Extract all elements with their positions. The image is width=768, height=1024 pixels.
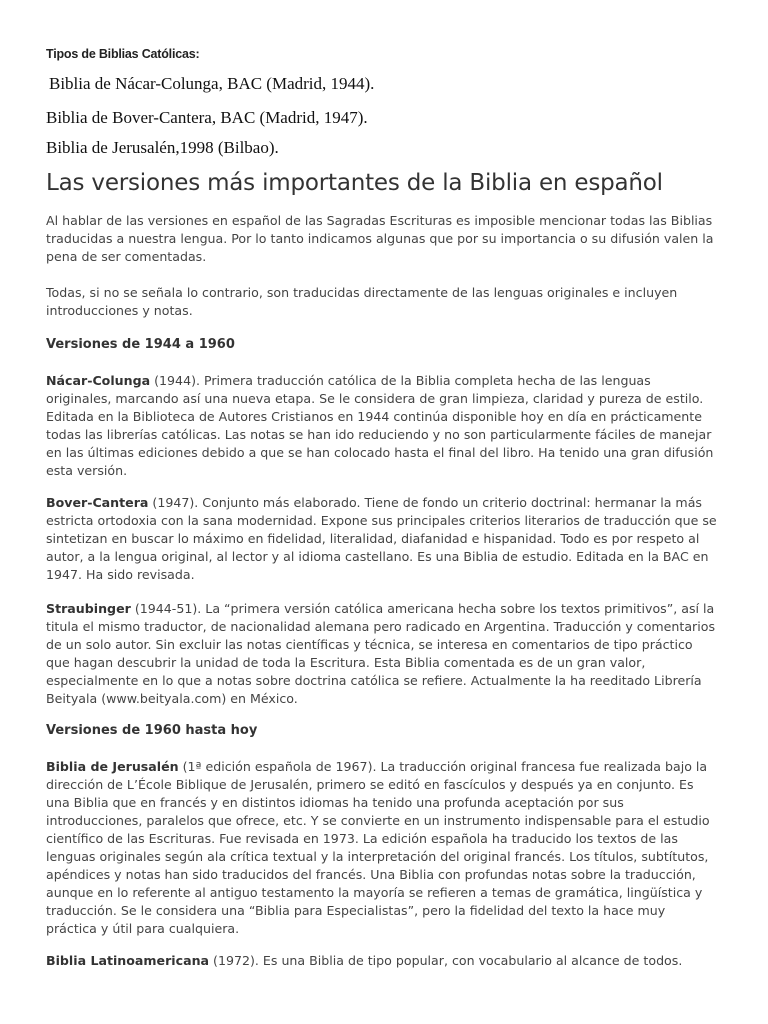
bible-list-item: Biblia de Nácar-Colunga, BAC (Madrid, 1944). xyxy=(49,74,375,93)
entry-name: Straubinger xyxy=(46,601,131,616)
entry-paragraph xyxy=(46,372,718,480)
entry-paragraph xyxy=(46,494,718,584)
entry-text: (1944). Primera traducción católica de la Biblia completa hecha de las lenguas originales, marcando así una nueva etapa. Se le considera de gran limpieza, claridad y pureza de estilo. Editada en la Biblioteca de Autores Cristianos en 1944 continúa disponible hoy en día en prácticamente todas las librerías católicas. Las notas se han ido reduciendo y no son particularmente fáciles de manejar en las últimas ediciones debido a que se han colocado hasta el final del libro. Ha tenido una gran difusión esta versión. xyxy=(46,373,714,478)
bible-list-item: Biblia de Jerusalén,1998 (Bilbao). xyxy=(46,138,279,157)
section-heading: Versiones de 1944 a 1960 xyxy=(46,337,235,352)
section-heading: Versiones de 1960 hasta hoy xyxy=(46,723,258,738)
entry-text: (1ª edición española de 1967). La traducción original francesa fue realizada bajo la dirección de L’École Biblique de Jerusalén, primero se editó en fascículos y después ya en conjunto. Es una Biblia que en francés y en distintos idiomas ha tenido una profunda aceptación por sus introducciones, paralelos que ofrece, etc. Y se convierte en un instrumento indispensable para el estudio científico de las Escrituras. Fue revisada en 1973. La edición española ha traducido los textos de las lenguas originales según ala crítica textual y la interpretación del original francés. Los títulos, subtítutos, apéndices y notas han sido traducidos del francés. Una Biblia con profundas notas sobre la traducción, aunque en lo referente al antiguo testamento la mayoría se refieren a temas de gramática, lingüística y traducción. Se le considera una “Biblia para Especialistas”, pero la fidelidad del texto la hace muy práctica y útil para cualquiera. xyxy=(46,759,710,936)
page-title: Las versiones más importantes de la Biblia en español xyxy=(46,170,663,196)
bible-types-label: Tipos de Biblias Católicas: xyxy=(46,47,200,61)
entry-paragraph xyxy=(46,952,718,970)
entry-text: (1947). Conjunto más elaborado. Tiene de fondo un criterio doctrinal: hermanar la más estricta ortodoxia con la sana modernidad. Expone sus principales criterios literarios de traducción que se sintetizan en buscar lo máximo en fidelidad, literalidad, diafanidad e hispanidad. Todo es por respeto al autor, a la lengua original, al lector y al idioma castellano. Es una Biblia de estudio. Editada en la BAC en 1947. Ha sido revisada. xyxy=(46,495,717,582)
entry-paragraph xyxy=(46,600,718,708)
entry-name: Bover-Cantera xyxy=(46,495,149,510)
entry-name: Biblia Latinoamericana xyxy=(46,953,210,968)
entry-text: (1944-51). La “primera versión católica americana hecha sobre los textos primitivos”, así la titula el mismo traductor, de nacionalidad alemana pero radicado en Argentina. Traducción y comentarios de un solo autor. Sin excluir las notas científicas y técnica, se interesa en comentarios de tipo práctico que hagan descubrir la unidad de toda la Escritura. Esta Biblia comentada es de un gran valor, especialmente en lo que a notas sobre doctrina católica se refiere. Actualmente la ha reeditado Librería Beityala (www.beityala.com) en México. xyxy=(46,601,716,706)
entry-name: Biblia de Jerusalén xyxy=(46,759,179,774)
entry-paragraph xyxy=(46,758,718,938)
bible-list-item: Biblia de Bover-Cantera, BAC (Madrid, 1947). xyxy=(46,108,368,127)
entry-text: (1972). Es una Biblia de tipo popular, con vocabulario al alcance de todos. xyxy=(209,953,683,968)
intro-paragraph: Todas, si no se señala lo contrario, son traducidas directamente de las lenguas originales e incluyen introducciones y notas. xyxy=(46,285,678,318)
entry-name: Nácar-Colunga xyxy=(46,373,151,388)
intro-paragraph: Al hablar de las versiones en español de las Sagradas Escrituras es imposible mencionar todas las Biblias traducidas a nuestra lengua. Por lo tanto indicamos algunas que por su importancia o su difusión valen la pena de ser comentadas. xyxy=(46,213,714,264)
